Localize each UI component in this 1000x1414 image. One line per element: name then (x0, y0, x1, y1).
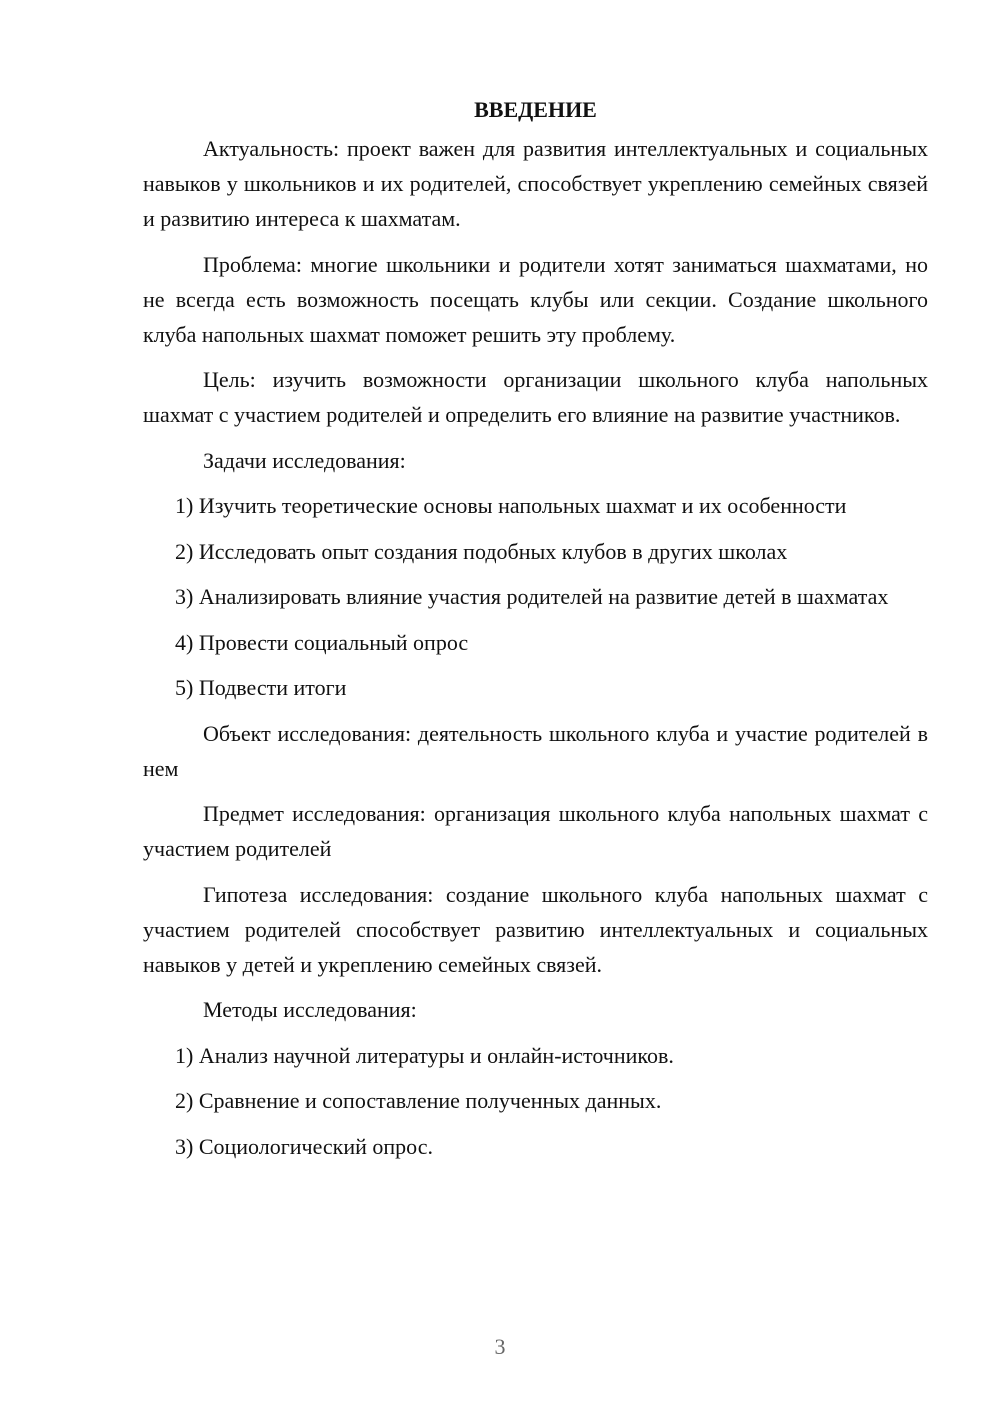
task-item-4: 4) Провести социальный опрос (175, 629, 469, 655)
paragraph-subject: Предмет исследования: организация школьного клуба напольных шахмат с участием родителей (143, 801, 928, 861)
task-item-5: 5) Подвести итоги (175, 675, 347, 700)
task-item-2: 2) Исследовать опыт создания подобных клубов в других школах (175, 538, 788, 564)
method-item-3: 3) Социологический опрос. (175, 1133, 433, 1159)
method-item-2: 2) Сравнение и сопоставление полученных данных. (175, 1088, 662, 1113)
paragraph-tasks-heading: Задачи исследования: (203, 447, 406, 473)
page-number: 3 (494, 1334, 506, 1359)
paragraph-goal: Цель: изучить возможности организации школьного клуба напольных шахмат с участием родителей и определить его влияние на развитие участников. (143, 367, 928, 427)
paragraph-object: Объект исследования: деятельность школьного клуба и участие родителей в нем (143, 720, 928, 781)
paragraph-hypothesis: Гипотеза исследования: создание школьного клуба напольных шахмат с участием родителей способствует развитию интеллектуальных и социальных навыков у детей и укреплению семейных связей. (143, 881, 928, 977)
task-item-3: 3) Анализировать влияние участия родителей на развитие детей в шахматах (175, 584, 889, 609)
paragraph-relevance: Актуальность: проект важен для развития интеллектуальных и социальных навыков у школьников и их родителей, способствует укреплению семейных связей и развитию интереса к шахматам. (143, 136, 928, 231)
method-item-1: 1) Анализ научной литературы и онлайн-источников. (175, 1042, 674, 1068)
section-heading: ВВЕДЕНИЕ (474, 97, 597, 122)
paragraph-methods-heading: Методы исследования: (203, 997, 417, 1022)
task-item-1: 1) Изучить теоретические основы напольных шахмат и их особенности (175, 493, 847, 518)
paragraph-problem: Проблема: многие школьники и родители хотят заниматься шахматами, но не всегда есть возможность посещать клубы или секции. Создание школьного клуба напольных шахмат поможет решить эту проблему. (143, 251, 928, 347)
page-content (143, 92, 928, 1174)
